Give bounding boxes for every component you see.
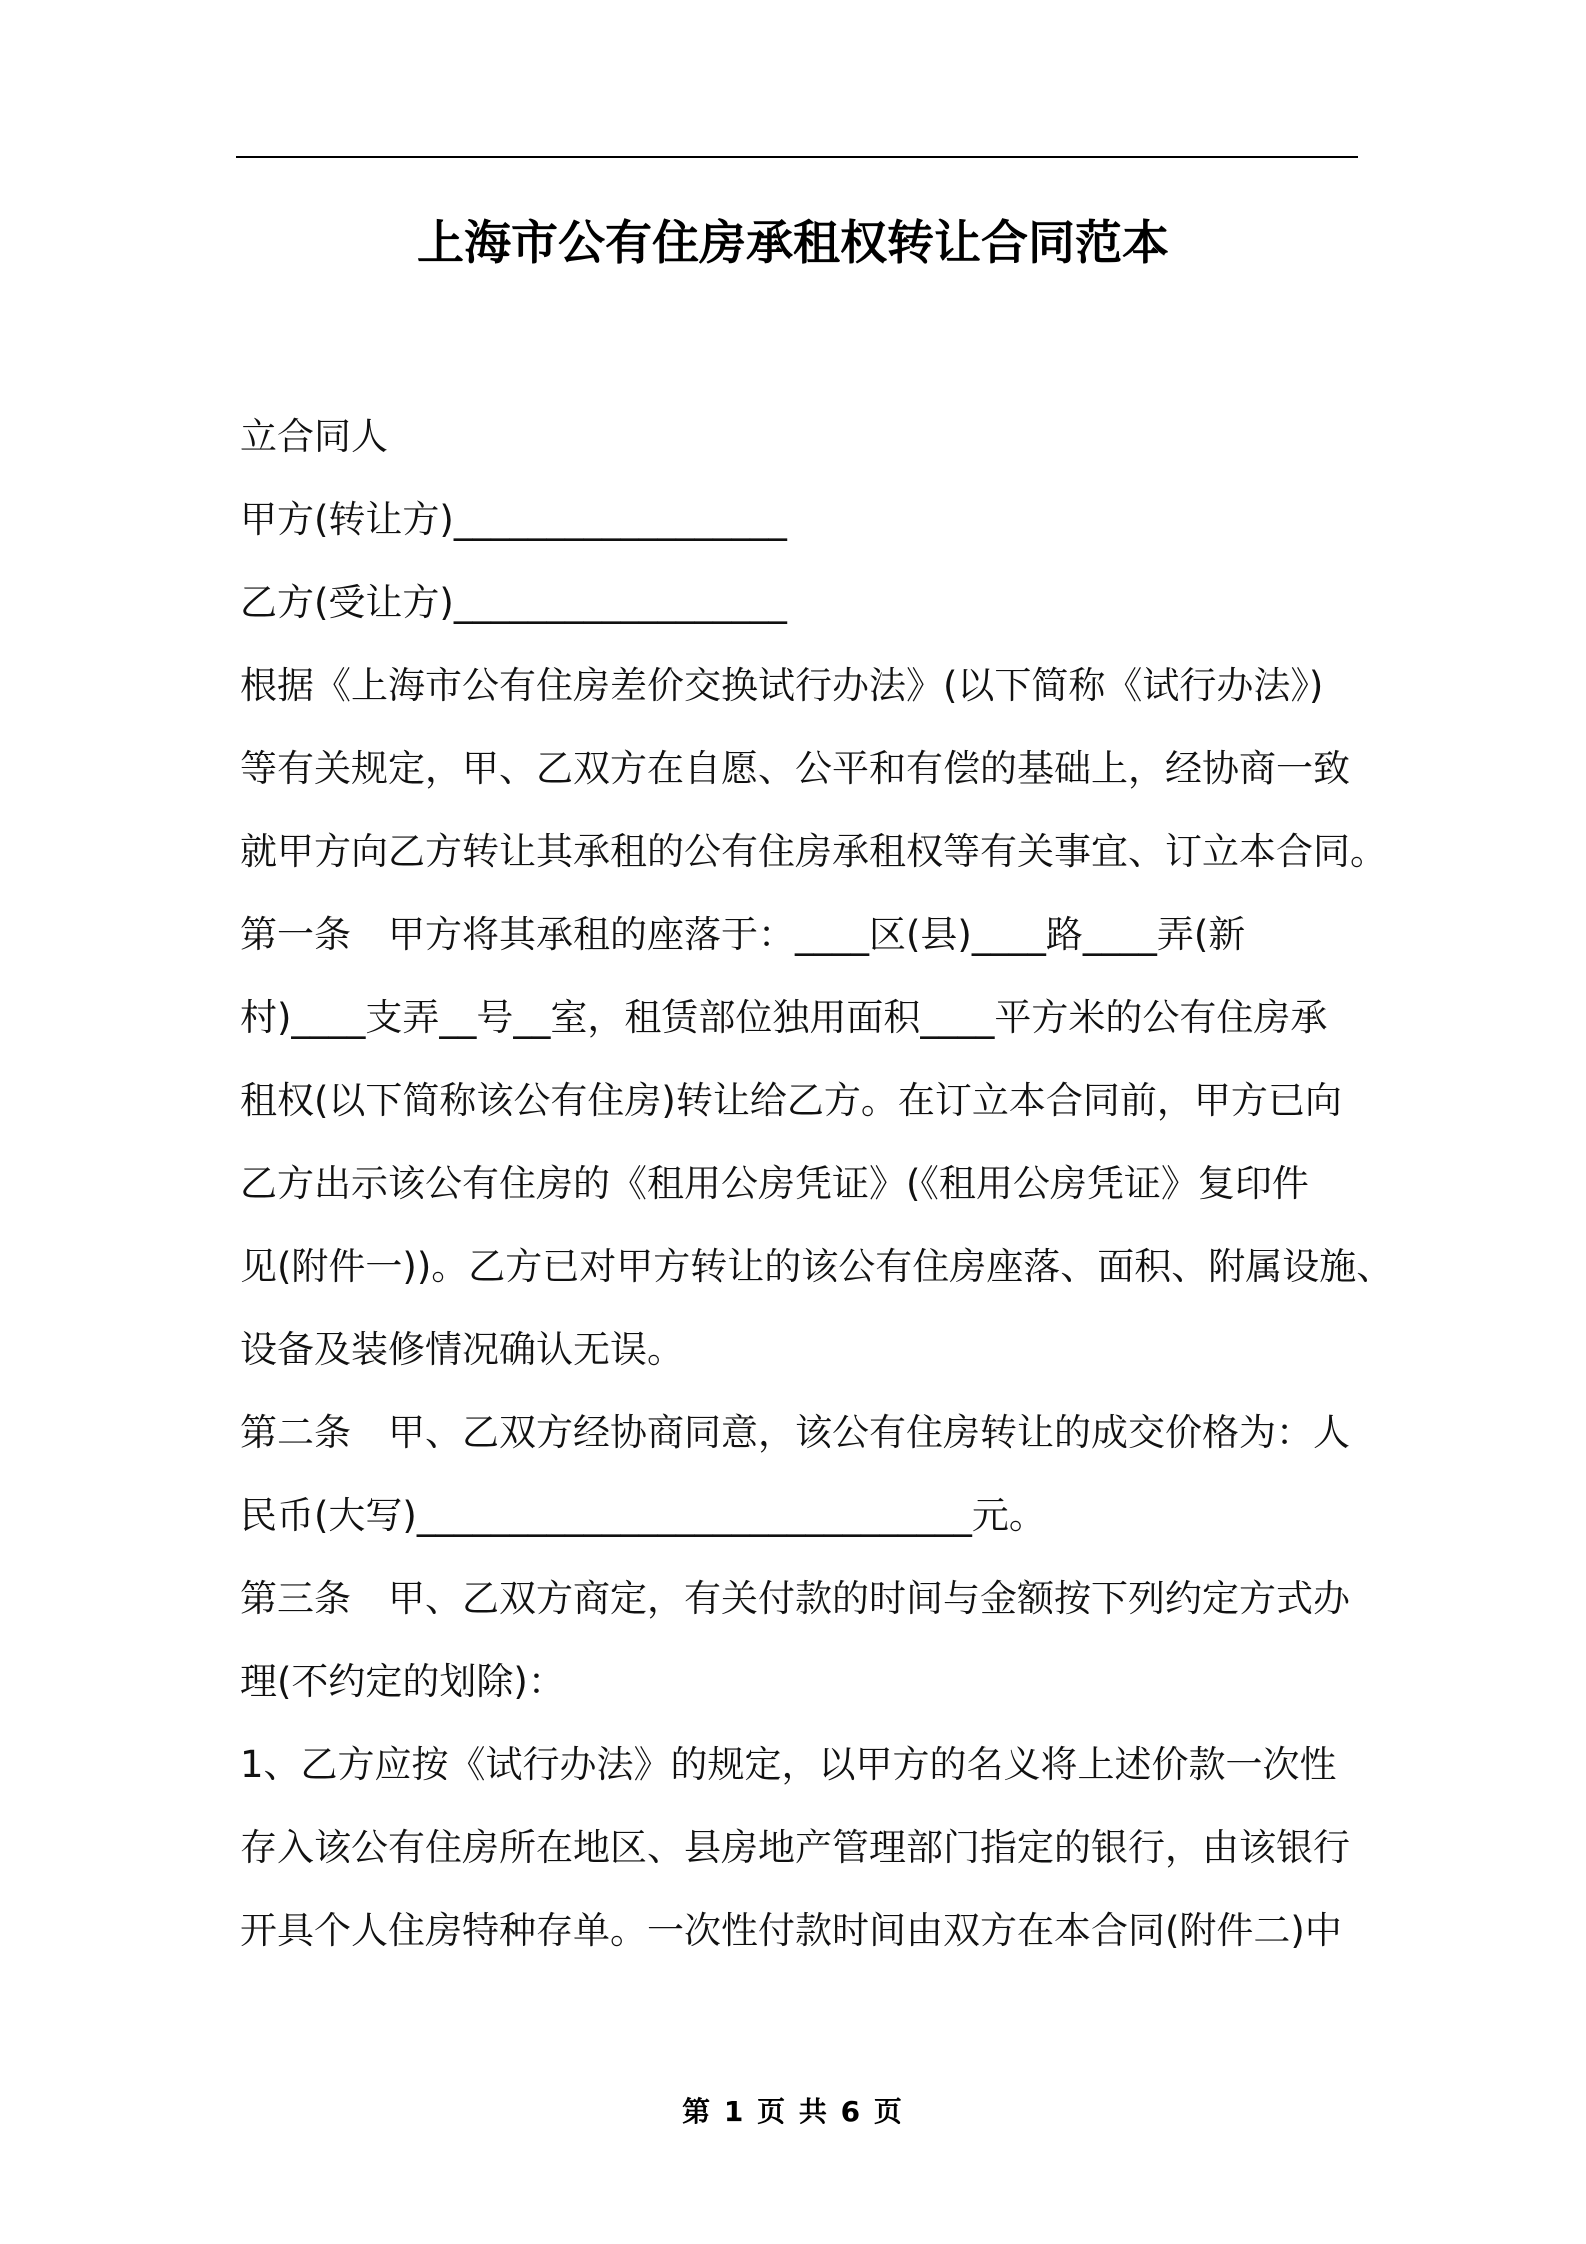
text-line: 乙方(受让方)__________________ bbox=[240, 581, 787, 624]
contract-body bbox=[240, 395, 1394, 1972]
text-line: 立合同人 bbox=[240, 415, 388, 458]
text-line: 开具个人住房特种存单。一次性付款时间由双方在本合同(附件二)中 bbox=[240, 1909, 1342, 1952]
text-line: 第二条 甲、乙双方经协商同意，该公有住房转让的成交价格为：人 bbox=[240, 1411, 1350, 1454]
document-title: 上海市公有住房承租权转让合同范本 bbox=[417, 216, 1169, 271]
text-line: 租权(以下简称该公有住房)转让给乙方。在订立本合同前，甲方已向 bbox=[240, 1079, 1342, 1122]
text-line: 甲方(转让方)__________________ bbox=[240, 498, 787, 541]
page-number: 第 1 页 共 6 页 bbox=[682, 2095, 904, 2128]
text-line: 1、乙方应按《试行办法》的规定，以甲方的名义将上述价款一次性 bbox=[240, 1743, 1337, 1786]
text-line: 设备及装修情况确认无误。 bbox=[240, 1328, 684, 1371]
text-line: 第一条 甲方将其承租的座落于：____区(县)____路____弄(新 bbox=[240, 913, 1246, 956]
text-line: 民币(大写)______________________________元。 bbox=[240, 1494, 1046, 1537]
text-line: 就甲方向乙方转让其承租的公有住房承租权等有关事宜、订立本合同。 bbox=[240, 830, 1387, 873]
text-line: 存入该公有住房所在地区、县房地产管理部门指定的银行，由该银行 bbox=[240, 1826, 1350, 1869]
text-line: 乙方出示该公有住房的《租用公房凭证》(《租用公房凭证》复印件 bbox=[240, 1162, 1309, 1205]
text-line: 等有关规定，甲、乙双方在自愿、公平和有偿的基础上，经协商一致 bbox=[240, 747, 1350, 790]
text-line: 根据《上海市公有住房差价交换试行办法》(以下简称《试行办法》) bbox=[240, 664, 1324, 707]
text-line: 见(附件一))。乙方已对甲方转让的该公有住房座落、面积、附属设施、 bbox=[240, 1245, 1394, 1288]
text-line: 村)____支弄__号__室，租赁部位独用面积____平方米的公有住房承 bbox=[240, 996, 1328, 1039]
text-line: 第三条 甲、乙双方商定，有关付款的时间与金额按下列约定方式办 bbox=[240, 1577, 1350, 1620]
header-rule bbox=[236, 156, 1358, 158]
text-line: 理(不约定的划除)： bbox=[240, 1660, 565, 1703]
